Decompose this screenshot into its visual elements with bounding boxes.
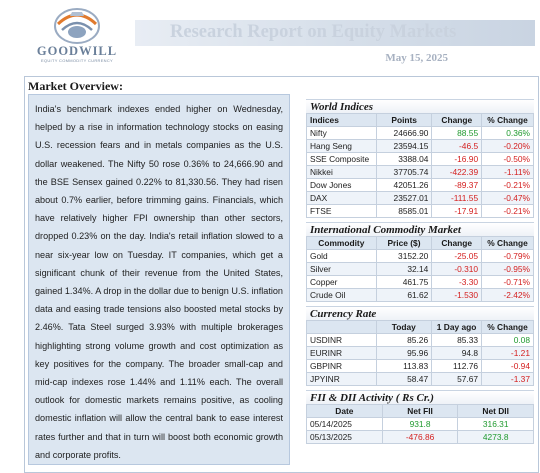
table-cell: 05/14/2025	[307, 418, 383, 431]
table-cell: 461.75	[376, 276, 432, 289]
table-header-row	[307, 237, 534, 250]
table-cell: -17.91	[432, 205, 482, 218]
market-overview-title: Market Overview:	[28, 79, 123, 93]
table-cell: 94.8	[432, 347, 482, 360]
table-header-row	[307, 321, 534, 334]
table-cell: -111.55	[432, 192, 482, 205]
table-cell: 42051.26	[376, 179, 432, 192]
table-cell: -0.50%	[482, 153, 534, 166]
company-logo	[30, 4, 124, 72]
table-row	[307, 179, 534, 192]
table-cell: Nikkei	[307, 166, 377, 179]
column-header: % Change	[482, 114, 534, 127]
table-cell: -0.21%	[482, 179, 534, 192]
table-row	[307, 205, 534, 218]
table-cell: 23527.01	[376, 192, 432, 205]
table-cell: USDINR	[307, 334, 377, 347]
table-cell: -1.37	[482, 373, 534, 386]
table-cell: 112.76	[432, 360, 482, 373]
table-header-row	[307, 405, 534, 418]
column-header: Change	[432, 237, 482, 250]
table-row	[307, 166, 534, 179]
table-row	[307, 373, 534, 386]
fii-dii-table	[306, 404, 534, 444]
column-header: Net FII	[382, 405, 458, 418]
report-header	[0, 0, 540, 74]
table-cell: -0.20%	[482, 140, 534, 153]
table-cell: 0.36%	[482, 127, 534, 140]
currency-title: Currency Rate	[306, 306, 534, 320]
table-header-row	[307, 114, 534, 127]
table-cell: JPYINR	[307, 373, 377, 386]
table-cell: 3388.04	[376, 153, 432, 166]
table-cell: -3.30	[432, 276, 482, 289]
table-cell: 24666.90	[376, 127, 432, 140]
table-cell: -0.79%	[482, 250, 534, 263]
table-cell: SSE Composite	[307, 153, 377, 166]
goodwill-globe-icon	[48, 4, 106, 46]
table-cell: -46.5	[432, 140, 482, 153]
world-indices-table	[306, 113, 534, 218]
table-cell: Nifty	[307, 127, 377, 140]
table-row	[307, 127, 534, 140]
table-cell: Silver	[307, 263, 377, 276]
table-cell: DAX	[307, 192, 377, 205]
table-row	[307, 192, 534, 205]
table-cell: 37705.74	[376, 166, 432, 179]
column-header: Indices	[307, 114, 377, 127]
table-row	[307, 263, 534, 276]
logo-name: GOODWILL	[36, 44, 118, 58]
table-cell: 57.67	[432, 373, 482, 386]
table-row	[307, 347, 534, 360]
table-cell: 85.33	[432, 334, 482, 347]
table-cell: Copper	[307, 276, 377, 289]
column-header: Net DII	[458, 405, 534, 418]
table-cell: -0.95%	[482, 263, 534, 276]
table-cell: 931.8	[382, 418, 458, 431]
table-row	[307, 360, 534, 373]
table-row	[307, 334, 534, 347]
table-cell: 85.26	[376, 334, 432, 347]
column-header: % Change	[482, 237, 534, 250]
column-header: 1 Day ago	[432, 321, 482, 334]
table-cell: EURINR	[307, 347, 377, 360]
table-cell: -0.21%	[482, 205, 534, 218]
column-header	[307, 321, 377, 334]
table-cell: 0.08	[482, 334, 534, 347]
table-cell: -422.39	[432, 166, 482, 179]
world-indices-title: World Indices	[306, 99, 534, 113]
table-cell: Crude Oil	[307, 289, 377, 302]
column-header: Change	[432, 114, 482, 127]
column-header: % Change	[482, 321, 534, 334]
table-cell: 58.47	[376, 373, 432, 386]
table-cell: 113.83	[376, 360, 432, 373]
table-cell: FTSE	[307, 205, 377, 218]
table-cell: -16.90	[432, 153, 482, 166]
table-cell: -1.21	[482, 347, 534, 360]
column-header: Points	[376, 114, 432, 127]
table-cell: 4273.8	[458, 431, 534, 444]
currency-table	[306, 320, 534, 386]
table-cell: 05/13/2025	[307, 431, 383, 444]
table-cell: 61.62	[376, 289, 432, 302]
table-cell: -1.530	[432, 289, 482, 302]
table-cell: Gold	[307, 250, 377, 263]
table-cell: -25.05	[432, 250, 482, 263]
table-cell: Hang Seng	[307, 140, 377, 153]
table-cell: -0.310	[432, 263, 482, 276]
table-row	[307, 289, 534, 302]
table-row	[307, 140, 534, 153]
table-cell: -1.11%	[482, 166, 534, 179]
commodity-table	[306, 236, 534, 302]
column-header: Commodity	[307, 237, 377, 250]
logo-tagline: EQUITY COMMODITY CURRENCY	[40, 58, 114, 63]
table-cell: -2.42%	[482, 289, 534, 302]
market-overview-box	[28, 94, 290, 465]
table-cell: -0.71%	[482, 276, 534, 289]
market-tables	[306, 99, 534, 444]
table-cell: 3152.20	[376, 250, 432, 263]
table-row	[307, 431, 534, 444]
table-cell: -89.37	[432, 179, 482, 192]
fii-dii-title: FII & DII Activity ( Rs Cr.)	[306, 390, 534, 404]
table-cell: 23594.15	[376, 140, 432, 153]
table-cell: -476.86	[382, 431, 458, 444]
commodity-title: International Commodity Market	[306, 222, 534, 236]
table-cell: Dow Jones	[307, 179, 377, 192]
column-header: Today	[376, 321, 432, 334]
table-cell: 88.55	[432, 127, 482, 140]
table-cell: -0.94	[482, 360, 534, 373]
table-cell: 8585.01	[376, 205, 432, 218]
column-header: Price ($)	[376, 237, 432, 250]
table-cell: 95.96	[376, 347, 432, 360]
table-cell: GBPINR	[307, 360, 377, 373]
column-header: Date	[307, 405, 383, 418]
table-cell: -0.47%	[482, 192, 534, 205]
table-row	[307, 418, 534, 431]
table-cell: 316.31	[458, 418, 534, 431]
table-row	[307, 250, 534, 263]
table-row	[307, 153, 534, 166]
report-title: Research Report on Equity Markets	[170, 22, 457, 42]
table-cell: 32.14	[376, 263, 432, 276]
table-row	[307, 276, 534, 289]
market-overview-text: India's benchmark indexes ended higher on Wednesday, helped by a rise in information technology stocks on easing U.S. recession fears and in metals companies as the U.S. dollar weakened. The Nifty 50 rose 0.36% to 24,666.90 and the BSE Sensex gained 0.22% to 81,330.56. They had risen about 0.7% earlier, before trimming gains. Financials, which have relatively higher FPI ownership than other sectors, dropped 0.23% on the day. India's retail inflation slowed to a near six-year low on Tuesday. IT companies, which get a significant chunk of their revenue from the United States, gained 1.34%. A drop in the dollar due to benign U.S. inflation data and easing trade tensions also boosted metal stocks by 2.46%. Tata Steel surged 3.93% with multiple brokerages highlighting strong volume growth and cost optimization as key positives for the company. The broader small-cap and mid-cap indexes rose 1.44% and 1.11% each. The overall outlook for domestic markets remains positive, as cooling domestic inflation will allow the central bank to ease interest rates further and that in turn will boost both economic growth and corporate profits.	[35, 104, 283, 460]
report-date: May 15, 2025	[385, 52, 448, 64]
